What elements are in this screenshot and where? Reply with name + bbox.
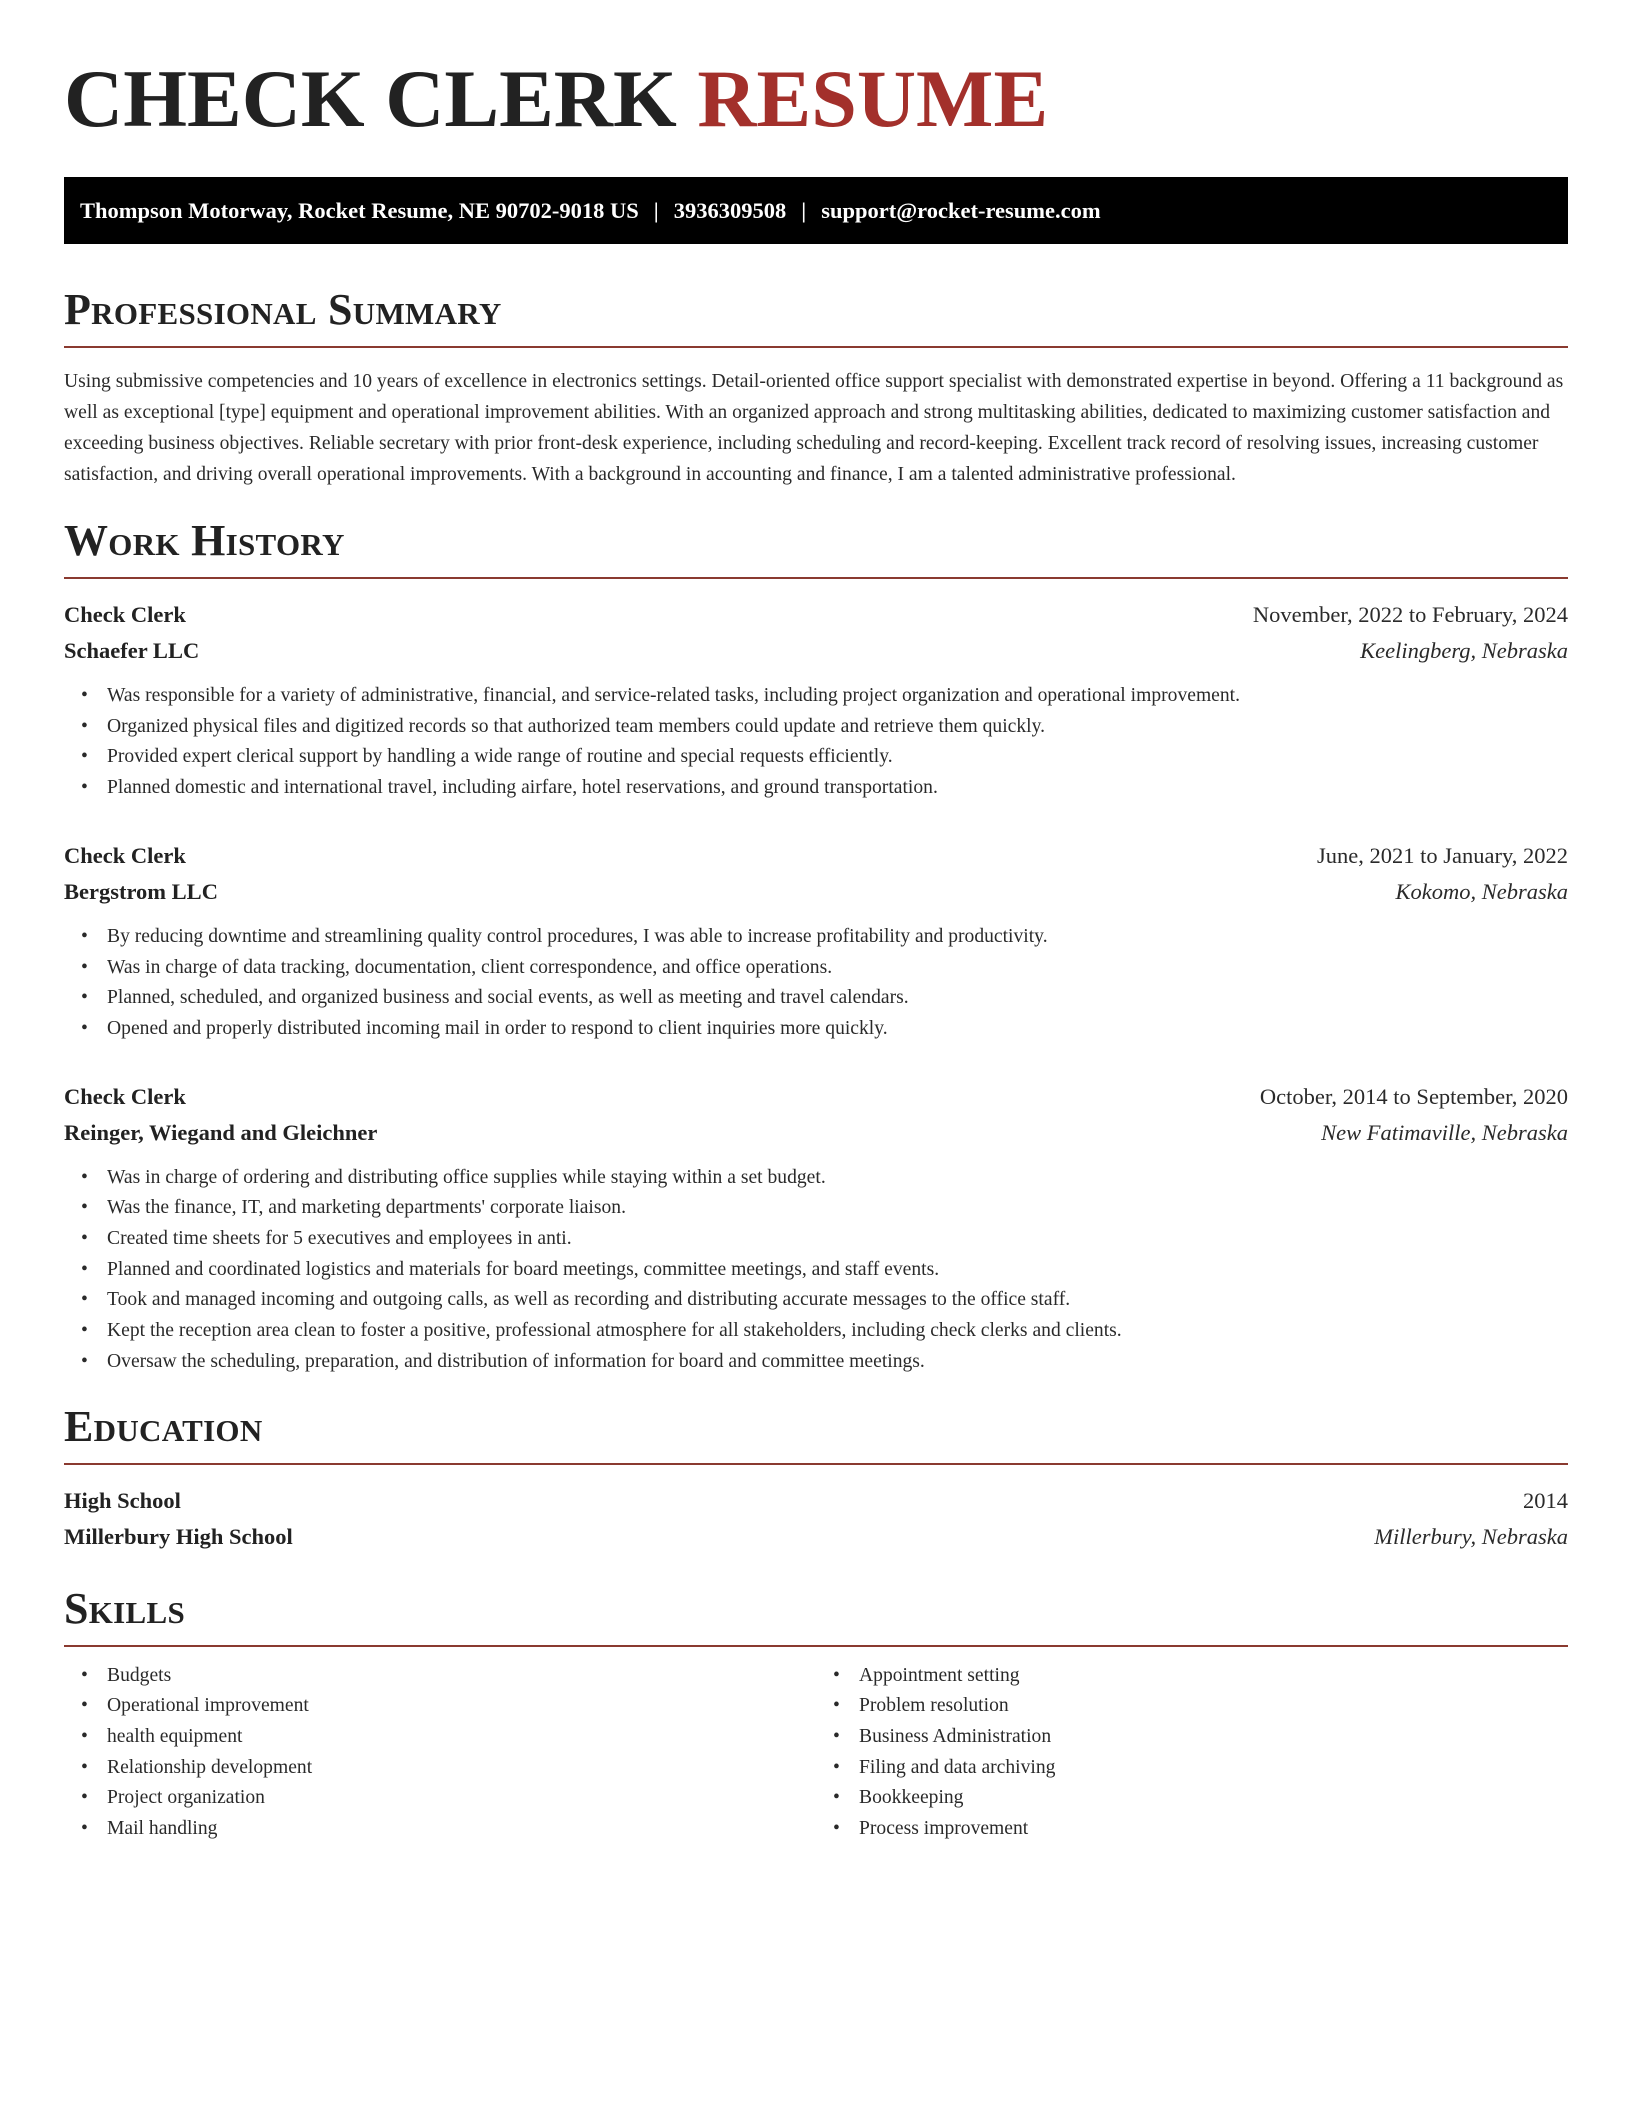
skill-item: • Process improvement [833, 1818, 1029, 1840]
skill-item: • Problem resolution [833, 1695, 1009, 1717]
job-title: Check Clerk [64, 842, 186, 868]
skills-column-left [64, 1661, 816, 1845]
education-location: Millerbury, Nebraska [1374, 1523, 1568, 1549]
section-divider [64, 577, 1568, 579]
contact-separator: | [653, 197, 659, 223]
section-divider [64, 346, 1568, 348]
skill-item: • health equipment [81, 1725, 243, 1747]
job-title: Check Clerk [64, 1083, 186, 1109]
job-company-row [64, 1115, 1568, 1151]
section-divider [64, 1645, 1568, 1647]
skill-item: • Operational improvement [81, 1695, 309, 1717]
contact-address: Thompson Motorway, Rocket Resume, NE 90702-9018 US [80, 197, 639, 223]
skill-item: • Budgets [81, 1664, 172, 1686]
contact-separator: | [801, 197, 807, 223]
job-bullet: • Planned and coordinated logistics and materials for board meetings, committee meetings, and staff events. [81, 1258, 940, 1280]
job-bullet: • Planned, scheduled, and organized business and social events, as well as meeting and travel calendars. [81, 987, 909, 1009]
job-location: Keelingberg, Nebraska [1360, 638, 1568, 663]
skill-item: • Project organization [81, 1787, 265, 1809]
skills-list [64, 1661, 816, 1845]
resume-title [64, 53, 1568, 144]
job-bullet: • Kept the reception area clean to foster a positive, professional atmosphere for all stakeholders, including check clerks and clients. [81, 1320, 1122, 1342]
job-bullet: • Organized physical files and digitized records so that authorized team members could update and retrieve them quickly. [81, 715, 1046, 737]
skill-item: • Bookkeeping [833, 1787, 964, 1809]
skills-list [816, 1661, 1568, 1845]
job-dates: June, 2021 to January, 2022 [1316, 842, 1568, 868]
skill-item: • Mail handling [81, 1818, 218, 1840]
skills-grid [64, 1661, 1568, 1845]
job-bullet: • Planned domestic and international travel, including airfare, hotel reservations, and ground transportation. [81, 777, 938, 799]
job-bullet: • Was the finance, IT, and marketing departments' corporate liaison. [81, 1197, 626, 1219]
education-degree: High School [64, 1487, 181, 1513]
skill-item: • Appointment setting [833, 1664, 1020, 1686]
skill-item: • Relationship development [81, 1756, 313, 1778]
job-company: Schaefer LLC [64, 638, 200, 663]
job-company-row [64, 633, 1568, 669]
job-location: New Fatimaville, Nebraska [1321, 1119, 1568, 1145]
skills-column-right [816, 1661, 1568, 1845]
job-bullet: • Created time sheets for 5 executives and employees in anti. [81, 1228, 572, 1250]
skills-heading: Skills [64, 1583, 186, 1633]
summary-heading: Professional Summary [64, 285, 502, 334]
job-bullet: • By reducing downtime and streamlining quality control procedures, I was able to increase profitability and productivity. [81, 925, 1048, 947]
job-company: Reinger, Wiegand and Gleichner [64, 1119, 378, 1145]
skill-item: • Business Administration [833, 1725, 1052, 1747]
summary-text: Using submissive competencies and 10 years of excellence in electronics settings. Detail-oriented office support specialist with demonstrated expertise in beyond. Offering a 11 background as well as exceptional [type] equipment and operational improvement abilities. With an organized approach and strong multitasking abilities, dedicated to maximizing customer satisfaction and exceeding business objectives. Reliable secretary with prior front-desk experience, including scheduling and record-keeping. Excellent track record of resolving issues, increasing customer satisfaction, and driving overall operational improvements. With a background in accounting and finance, I am a talented administrative professional. [64, 371, 1564, 485]
education-school: Millerbury High School [64, 1523, 293, 1549]
job-bullet: • Opened and properly distributed incoming mail in order to respond to client inquiries more quickly. [81, 1017, 888, 1039]
job-header-row [64, 1079, 1568, 1115]
work-history-section [64, 516, 1568, 1378]
job-entry [64, 838, 1568, 1045]
summary-section [64, 285, 1568, 490]
job-bullet: • Provided expert clerical support by handling a wide range of routine and special requests efficiently. [81, 746, 893, 768]
job-company-row [64, 874, 1568, 910]
job-bullet: • Was in charge of data tracking, documentation, client correspondence, and office operations. [81, 956, 833, 978]
job-bullet: • Took and managed incoming and outgoing calls, as well as recording and distributing accurate messages to the office staff. [81, 1289, 1071, 1311]
job-bullet: • Was responsible for a variety of administrative, financial, and service-related tasks, including project organization and operational improvement. [81, 685, 1241, 706]
education-year: 2014 [1523, 1487, 1568, 1513]
title-main: CHECK CLERK [64, 53, 677, 144]
education-entry [64, 1483, 1568, 1555]
job-title: Check Clerk [64, 602, 186, 627]
job-company: Bergstrom LLC [64, 878, 218, 904]
job-entry [64, 1079, 1568, 1378]
job-dates: November, 2022 to February, 2024 [1252, 602, 1568, 627]
education-section [64, 1401, 1568, 1555]
work-history-heading: Work History [64, 516, 345, 565]
education-header-row [64, 1483, 1568, 1519]
job-entry [64, 597, 1568, 804]
job-bullets [64, 1163, 1568, 1378]
job-dates: October, 2014 to September, 2020 [1259, 1083, 1568, 1109]
job-header-row [64, 597, 1568, 633]
title-accent: RESUME [697, 53, 1049, 144]
job-header-row [64, 838, 1568, 874]
contact-phone: 3936309508 [673, 197, 787, 223]
job-bullets [64, 922, 1568, 1045]
education-school-row [64, 1519, 1568, 1555]
skills-section [64, 1583, 1568, 1845]
job-location: Kokomo, Nebraska [1395, 878, 1568, 904]
contact-bar [64, 177, 1568, 244]
skill-item: • Filing and data archiving [833, 1756, 1056, 1778]
job-bullets [64, 681, 1568, 804]
contact-email: support@rocket-resume.com [821, 197, 1101, 223]
job-bullet: • Oversaw the scheduling, preparation, and distribution of information for board and committee meetings. [81, 1350, 925, 1372]
job-bullet: • Was in charge of ordering and distributing office supplies while staying within a set budget. [81, 1166, 826, 1188]
education-heading: Education [64, 1401, 263, 1451]
section-divider [64, 1463, 1568, 1465]
